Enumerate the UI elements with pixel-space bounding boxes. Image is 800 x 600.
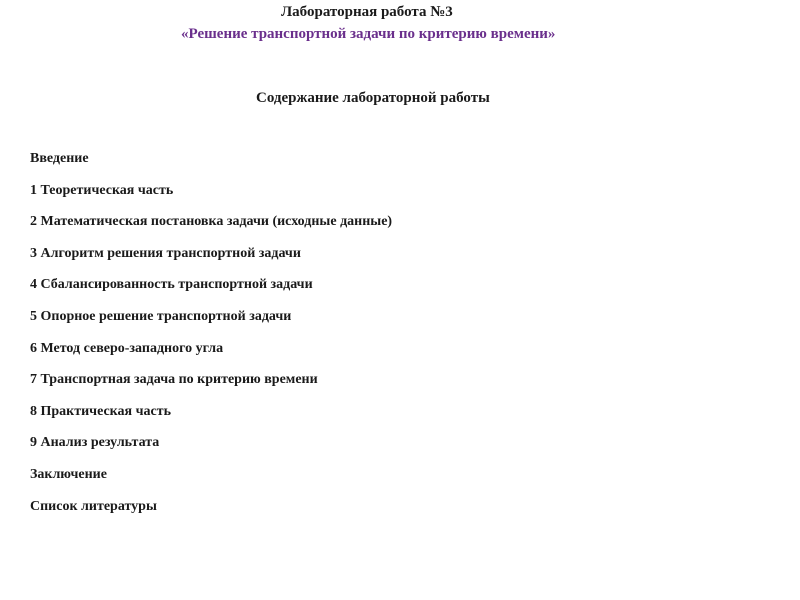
toc-item-problem-statement: 2 Математическая постановка задачи (исходные данные): [30, 214, 393, 230]
toc-item-balance: 4 Сбалансированность транспортной задачи: [30, 277, 313, 293]
toc-item-time-criterion: 7 Транспортная задача по критерию времени: [30, 372, 318, 388]
lab-title: Лабораторная работа №3: [281, 4, 453, 20]
toc-item-introduction: Введение: [30, 151, 89, 166]
toc-item-practical: 8 Практическая часть: [30, 403, 171, 419]
contents-heading: Содержание лабораторной работы: [256, 90, 490, 106]
toc-item-conclusion: Заключение: [30, 466, 107, 482]
toc-item-northwest-corner: 6 Метод северо-западного угла: [30, 340, 224, 356]
toc-item-basic-solution: 5 Опорное решение транспортной задачи: [30, 308, 292, 324]
toc-item-references: Список литературы: [30, 498, 157, 514]
toc-item-algorithm: 3 Алгоритм решения транспортной задачи: [30, 245, 301, 261]
lab-subtitle: «Решение транспортной задачи по критерию времени»: [181, 26, 556, 42]
toc-item-analysis: 9 Анализ результата: [30, 435, 160, 451]
table-of-contents: [30, 151, 392, 530]
toc-item-theory: 1 Теоретическая часть: [30, 182, 174, 198]
